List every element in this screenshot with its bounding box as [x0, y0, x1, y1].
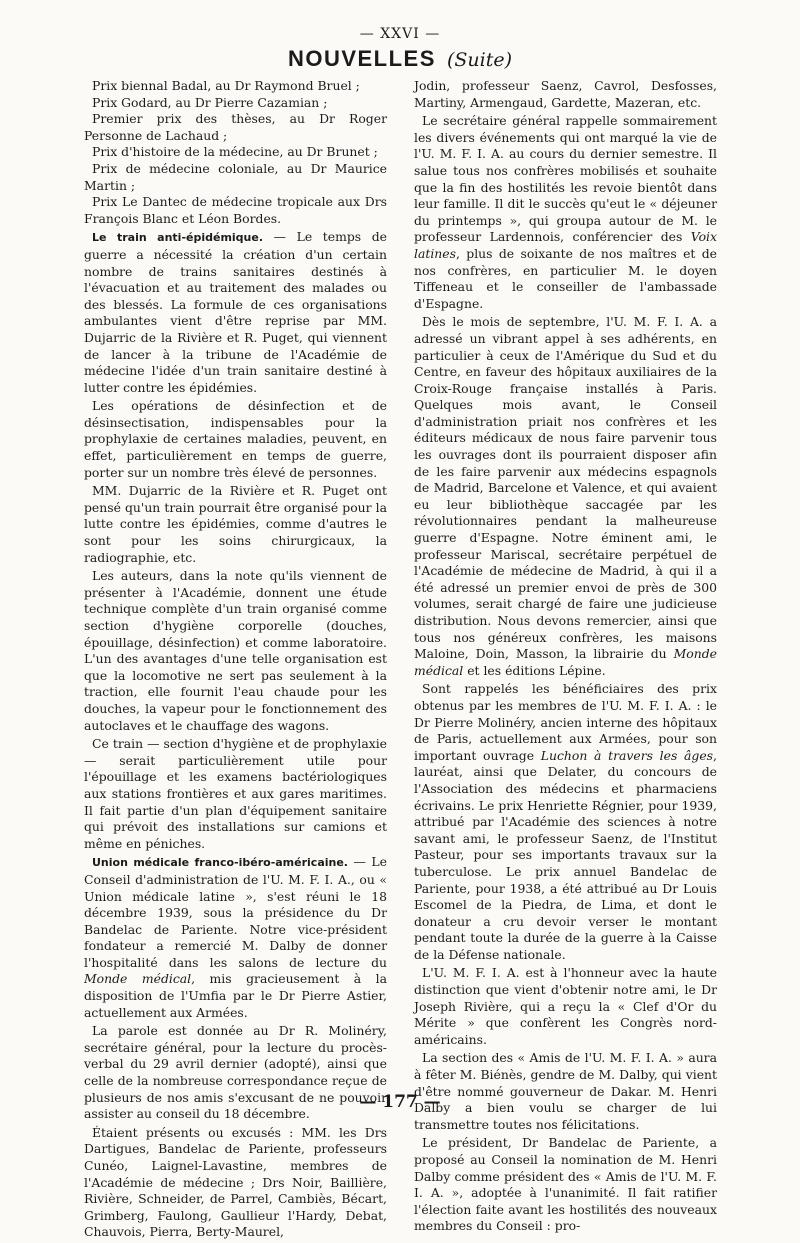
right-column — [414, 78, 717, 1237]
paragraph: Jodin, professeur Saenz, Cavrol, Desfosses, Martiny, Armengaud, Gardette, Mazeran, etc. — [414, 78, 717, 110]
roman-page-header: — XXVI — — [359, 26, 441, 42]
paragraph: Ce train — section d'hygiène et de prophylaxie — serait particulièrement utile pour l'épouillage et les examens bactériologiques aux stations frontières et aux gares maritimes. Il fait partie d'un plan d'équipement sanitaire qui prévoit des installations sur camions et même en péniches. — [84, 736, 387, 851]
paragraph-text: , lauréat, ainsi que Delater, du concours de l'Association des médecins et pharmaciens écrivains. Le prix Henriette Régnier, pour 1939, attribué par l'Académie des sciences à notre savant ami, le professeur Saenz, de l'Institut Pasteur, pour ses importants travaux sur la tuberculose. Le prix annuel Bandelac de Pariente, pour 1938, a été attribué au Dr Louis Escomel de la Piedra, de Lima, et dont le donateur a cru devoir verser le montant pendant toute la durée de la guerre à la Caisse de la Défense nationale. — [414, 747, 717, 962]
paragraph: La section des « Amis de l'U. M. F. I. A. » aura à fêter M. Biénès, gendre de M. Dalby, qui vient d'être nommé gouverneur de Dakar. M. Henri Dalby a bien voulu se charger de lui transmettre toutes nos félicitations. — [414, 1050, 717, 1132]
section-title: Union médicale franco-ibéro-américaine. — [92, 856, 348, 870]
italic-title: Voix latines — [414, 229, 717, 261]
paragraph-text: , mis gracieusement à la disposition de l'Umfia par le Dr Pierre Astier, actuellement aux Armées. — [84, 971, 387, 1020]
paragraph — [84, 229, 387, 396]
page-number: — 177 — — [359, 1092, 441, 1112]
paragraph-text: Le secrétaire général rappelle sommairement les divers événements qui ont marqué la vie de l'U. M. F. I. A. au cours du dernier semestre. Il salue tous nos confrères mobilisés et souhaite que la fin des hostilités les revoie bientôt dans leur famille. Il dit le succès qu'eut le « déjeuner du printemps », qui groupa autour de M. le professeur Lardennois, conférencier des — [414, 113, 717, 245]
paragraph: Les opérations de désinfection et de désinsectisation, indispensables pour la prophylaxie de certaines maladies, peuvent, en effet, particulièrement en temps de guerre, porter sur un nombre très élevé de personnes. — [84, 398, 387, 480]
paragraph: Prix de médecine coloniale, au Dr Maurice Martin ; — [84, 160, 387, 193]
italic-title: Monde médical — [414, 646, 717, 678]
left-column — [84, 78, 387, 1243]
paragraph: L'U. M. F. I. A. est à l'honneur avec la haute distinction que vient d'obtenir notre ami, le Dr Joseph Rivière, qui a reçu la « Clef d'Or du Mérite » que confèrent les Congrès nord-américains. — [414, 965, 717, 1047]
paragraph: Le président, Dr Bandelac de Pariente, a proposé au Conseil la nomination de M. Henri Dalby comme président des « Amis de l'U. M. F. I. A. », adoptée à l'unanimité. Il fait ratifier l'élection faite avant les hostilités des nouveaux membres du Conseil : pro- — [414, 1135, 717, 1234]
paragraph-text: — Le temps de guerre a nécessité la création d'un certain nombre de trains sanitaires destinés à l'évacuation et au traitement des malades ou des blessés. La formule de ces organisations ambulantes vient d'être reprise par MM. Dujarric de la Rivière et R. Puget, qui viennent de lancer à la tribune de l'Académie de médecine l'idée d'un train sanitaire destiné à lutter contre les épidémies. — [84, 229, 387, 395]
paragraph: Prix biennal Badal, au Dr Raymond Bruel ; — [92, 78, 360, 93]
paragraph: Prix Godard, au Dr Pierre Cazamian ; — [92, 94, 328, 110]
paragraph: Premier prix des thèses, au Dr Roger Personne de Lachaud ; — [84, 111, 387, 143]
paragraph-text: , plus de soixante de nos maîtres et de nos confrères, en particulier M. le doyen Tiffeneau et le conseiller de l'ambassade d'Espagne. — [414, 245, 717, 311]
section-heading — [0, 46, 800, 72]
heading-suite: (Suite) — [447, 49, 513, 71]
paragraph — [414, 113, 717, 312]
italic-title: Monde médical — [84, 971, 192, 987]
paragraph: Prix d'histoire de la médecine, au Dr Brunet ; — [92, 144, 378, 160]
paragraph — [84, 854, 387, 1021]
italic-title: Luchon à travers les âges — [540, 747, 714, 763]
paragraph-text: Dès le mois de septembre, l'U. M. F. I. A. a adressé un vibrant appel à ses adhérents, en particulier à ceux de l'Amérique du Sud et du Centre, en faveur des hôpitaux auxiliaires de la Croix-Rouge française installés à Paris. Quelques mois avant, le Conseil d'administration priait nos confrères et les éditeurs médicaux de nous faire parvenir tous les ouvrages dont ils pourraient disposer afin de les faire parvenir aux médecins espagnols de Madrid, Barcelone et Valence, et qui avaient eu leur bibliothèque saccagée par les révolutionnaires pendant la malheureuse guerre d'Espagne. Notre éminent ami, le professeur Mariscal, secrétaire perpétuel de l'Académie de médecine de Madrid, à qui il a été adressé un premier envoi de près de 300 volumes, serait chargé de faire une judicieuse distribution. Nous devons remercier, ainsi que tous nos généreux confrères, les maisons Maloine, Doin, Masson, la librairie du — [414, 314, 717, 662]
paragraph: MM. Dujarric de la Rivière et R. Puget ont pensé qu'un train pourrait être organisé pour la lutte contre les épidémies, comme d'autres le sont pour les soins chirurgicaux, la radiographie, etc. — [84, 483, 387, 565]
section-title: Le train anti-épidémique. — [92, 231, 264, 245]
paragraph: Étaient présents ou excusés : MM. les Drs Dartigues, Bandelac de Pariente, professeurs Cunéo, Laignel-Lavastine, membres de l'Académie de médecine ; Drs Noir, Baillière, Rivière, Schneider, de Parrel, Cambiès, Bécart, Grimberg, Faulong, Gaullieur l'Hardy, Debat, Chauvois, Pierra, Berty-Maurel, — [84, 1124, 387, 1240]
paragraph: Prix Le Dantec de médecine tropicale aux Drs François Blanc et Léon Bordes. — [84, 194, 387, 226]
paragraph-text: et les éditions Lépine. — [463, 662, 606, 678]
heading-title: NOUVELLES — [287, 46, 436, 71]
paragraph: Les auteurs, dans la note qu'ils viennent de présenter à l'Académie, donnent une étude technique complète d'un train organisé comme section d'hygiène corporelle (douches, épouillage, désinfection) et comme laboratoire. L'un des avantages d'une telle organisation est que la locomotive ne sert pas seulement à la traction, elle fournit l'eau chaude pour les douches, la vapeur pour le fonctionnement des autoclaves et le chauffage des wagons. — [84, 568, 387, 733]
paragraph-text: Sont rappelés les bénéficiaires des prix obtenus par les membres de l'U. M. F. I. A. : le Dr Pierre Molinéry, ancien interne des hôpitaux de Paris, actuellement aux Armées, pour son important ouvrage — [414, 681, 717, 763]
paragraph — [414, 314, 717, 679]
paragraph — [414, 681, 717, 963]
paragraph: La parole est donnée au Dr R. Molinéry, secrétaire général, pour la lecture du procès-verbal du 29 avril dernier (adopté), ainsi que celle de la nombreuse correspondance reçue de plusieurs de nos amis s'excusant de ne pouvoir assister au conseil du 18 décembre. — [84, 1023, 387, 1122]
paragraph-text: — Le Conseil d'administration de l'U. M. F. I. A., ou « Union médicale latine », s'est réuni le 18 décembre 1939, sous la présidence du Dr Bandelac de Pariente. Notre vice-président fondateur a remercié M. Dalby de donner l'hospitalité dans les salons de lecture du — [84, 854, 387, 970]
